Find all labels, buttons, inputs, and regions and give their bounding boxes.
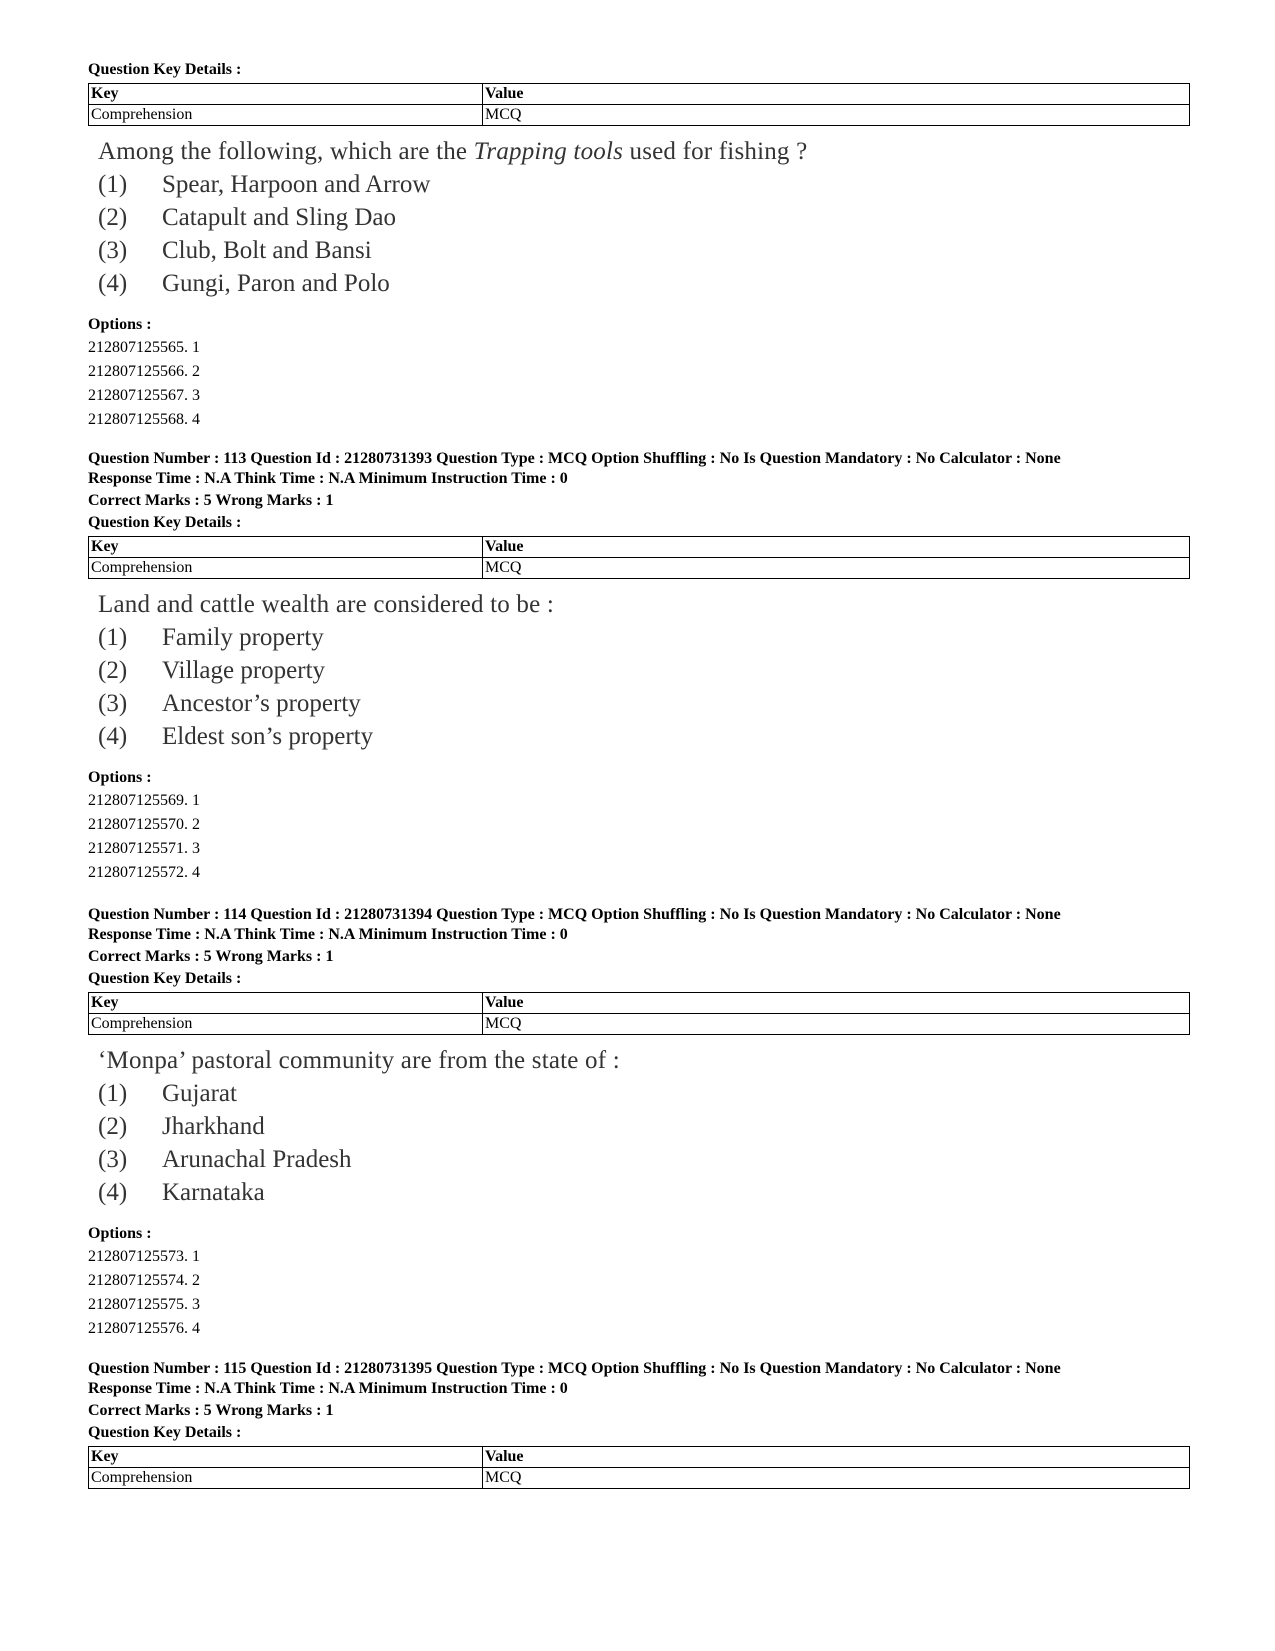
key-details-table: [88, 536, 1190, 579]
table-row: [89, 105, 1190, 126]
key-details-label: Question Key Details :: [88, 970, 242, 987]
option-id: 212807125565. 1: [88, 339, 200, 356]
question-marks: Correct Marks : 5 Wrong Marks : 1: [88, 948, 334, 965]
question-113-section: [88, 449, 1190, 885]
option-id: 212807125571. 3: [88, 840, 200, 857]
answer-choice-1: (1) Family property: [98, 624, 324, 651]
option-id: 212807125569. 1: [88, 792, 200, 809]
answer-choice-2: (2) Catapult and Sling Dao: [98, 204, 396, 231]
table-row: [89, 1014, 1190, 1035]
question-marks: Correct Marks : 5 Wrong Marks : 1: [88, 1402, 334, 1419]
option-id: 212807125574. 2: [88, 1272, 200, 1289]
option-id: 212807125575. 3: [88, 1296, 200, 1313]
question-114-section: [88, 905, 1190, 1341]
answer-choice-2: (2) Village property: [98, 657, 326, 684]
question-meta: Question Number : 115 Question Id : 21280731395 Question Type : MCQ Option Shuffling : No Is Question Mandatory : No Calculator : None: [88, 1360, 1061, 1377]
question-stem: ‘Monpa’ pastoral community are from the state of :: [98, 1047, 620, 1074]
question-stem: Land and cattle wealth are considered to be :: [98, 591, 555, 618]
key-details-table: [88, 83, 1190, 126]
table-header-row: [89, 537, 1190, 558]
question-timing: Response Time : N.A Think Time : N.A Minimum Instruction Time : 0: [88, 926, 568, 943]
table-cell-value: MCQ: [483, 558, 1190, 579]
answer-choice-1: (1) Gujarat: [98, 1080, 237, 1107]
options-label: Options :: [88, 769, 152, 786]
table-row: [89, 1468, 1190, 1489]
table-cell-key: Comprehension: [89, 105, 483, 126]
question-image: [98, 589, 1190, 753]
table-header-key: Key: [89, 1447, 483, 1468]
key-details-table: [88, 1446, 1190, 1489]
question-marks: Correct Marks : 5 Wrong Marks : 1: [88, 492, 334, 509]
table-cell-key: Comprehension: [89, 1468, 483, 1489]
options-label: Options :: [88, 1225, 152, 1242]
answer-choice-3: (3) Arunachal Pradesh: [98, 1146, 352, 1173]
key-details-label: Question Key Details :: [88, 61, 242, 78]
option-id: 212807125568. 4: [88, 411, 200, 428]
table-cell-value: MCQ: [483, 1468, 1190, 1489]
key-details-table: [88, 992, 1190, 1035]
answer-choice-4: (4) Gungi, Paron and Polo: [98, 270, 390, 297]
table-header-value: Value: [483, 84, 1190, 105]
key-details-label: Question Key Details :: [88, 1424, 242, 1441]
option-id: 212807125570. 2: [88, 816, 200, 833]
table-header-value: Value: [483, 993, 1190, 1014]
table-header-value: Value: [483, 1447, 1190, 1468]
answer-choice-4: (4) Karnataka: [98, 1179, 265, 1206]
key-details-label: Question Key Details :: [88, 514, 242, 531]
table-cell-value: MCQ: [483, 105, 1190, 126]
table-header-key: Key: [89, 993, 483, 1014]
question-image: [98, 1045, 1190, 1209]
option-id: 212807125567. 3: [88, 387, 200, 404]
question-timing: Response Time : N.A Think Time : N.A Minimum Instruction Time : 0: [88, 470, 568, 487]
question-112-section: [88, 60, 1190, 432]
question-image: [98, 136, 1190, 300]
table-cell-key: Comprehension: [89, 1014, 483, 1035]
option-id: 212807125576. 4: [88, 1320, 200, 1337]
options-label: Options :: [88, 316, 152, 333]
table-cell-key: Comprehension: [89, 558, 483, 579]
table-cell-value: MCQ: [483, 1014, 1190, 1035]
answer-choice-4: (4) Eldest son’s property: [98, 723, 374, 750]
table-row: [89, 558, 1190, 579]
option-id: 212807125573. 1: [88, 1248, 200, 1265]
answer-choice-2: (2) Jharkhand: [98, 1113, 265, 1140]
question-stem: Among the following, which are the Trapping tools used for fishing ?: [98, 138, 808, 165]
question-meta: Question Number : 113 Question Id : 21280731393 Question Type : MCQ Option Shuffling : No Is Question Mandatory : No Calculator : None: [88, 450, 1061, 467]
option-id: 212807125572. 4: [88, 864, 200, 881]
answer-choice-3: (3) Ancestor’s property: [98, 690, 361, 717]
table-header-row: [89, 1447, 1190, 1468]
option-id: 212807125566. 2: [88, 363, 200, 380]
table-header-row: [89, 993, 1190, 1014]
answer-choice-1: (1) Spear, Harpoon and Arrow: [98, 171, 431, 198]
table-header-key: Key: [89, 537, 483, 558]
question-meta: Question Number : 114 Question Id : 21280731394 Question Type : MCQ Option Shuffling : No Is Question Mandatory : No Calculator : None: [88, 906, 1061, 923]
question-115-section: [88, 1359, 1190, 1489]
table-header-key: Key: [89, 84, 483, 105]
table-header-value: Value: [483, 537, 1190, 558]
answer-choice-3: (3) Club, Bolt and Bansi: [98, 237, 372, 264]
question-timing: Response Time : N.A Think Time : N.A Minimum Instruction Time : 0: [88, 1380, 568, 1397]
table-header-row: [89, 84, 1190, 105]
